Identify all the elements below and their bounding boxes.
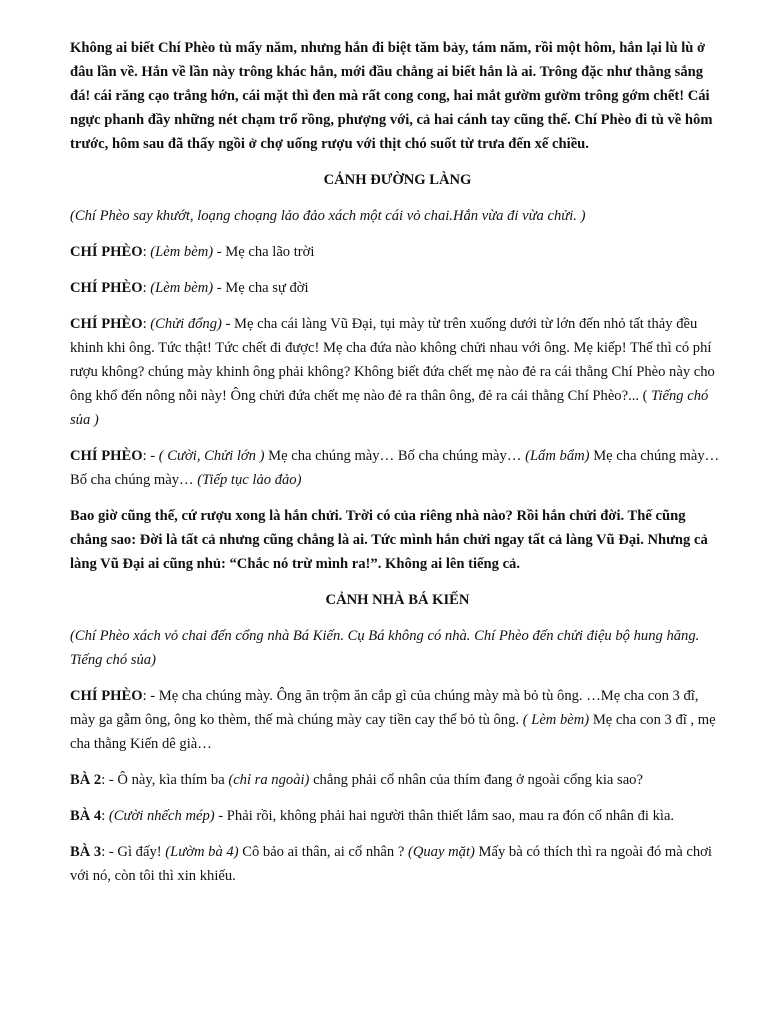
separator: : bbox=[142, 280, 151, 296]
dialogue-text: - Mẹ cha lão trời bbox=[213, 244, 315, 260]
stage-direction: ( Lèm bèm) bbox=[522, 712, 590, 728]
dialogue-text: Cô bảo ai thân, ai cố nhân ? bbox=[238, 844, 408, 860]
dialogue-text: Mấy bà có thích thì ra ngoài đó mà chơi với nó, còn tôi thì xin khiếu. bbox=[70, 844, 712, 884]
separator: : bbox=[142, 244, 151, 260]
dialogue-text: Mẹ cha chúng mày… Bố cha chúng mày… bbox=[264, 448, 526, 464]
speaker-name: CHÍ PHÈO bbox=[70, 280, 143, 296]
speaker-name: CHÍ PHÈO bbox=[70, 448, 143, 464]
speaker-name: BÀ 3 bbox=[70, 844, 102, 860]
speaker-name: CHÍ PHÈO bbox=[70, 688, 143, 704]
stage-direction: (Quay mặt) bbox=[407, 844, 475, 860]
stage-direction: (Tiếp tục lảo đảo) bbox=[197, 472, 302, 488]
dialogue-text: - Phải rồi, không phải hai người thân thiết lắm sao, mau ra đón cố nhân đi kìa. bbox=[214, 808, 675, 824]
dialogue-line-6 bbox=[70, 768, 725, 792]
stage-direction: Tiếng chó sủa ) bbox=[70, 388, 709, 428]
separator: : - Ô này, kìa thím ba bbox=[101, 772, 229, 788]
separator: : bbox=[142, 688, 151, 704]
stage-direction: (Lèm bèm) bbox=[150, 280, 214, 296]
separator: : bbox=[101, 808, 109, 824]
separator: : bbox=[142, 316, 151, 332]
dialogue-text: - Mẹ cha chúng mày. Ông ăn trộm ăn cắp gì của chúng mày mà bỏ tù ông. …Mẹ cha con 3 đĩ, mày ga gẫm ông, ông ko thèm, thế mà chúng mày cay tiền cay thể bỏ tù ông. bbox=[70, 688, 699, 728]
dialogue-line-1 bbox=[70, 240, 725, 264]
document-page bbox=[70, 36, 725, 900]
stage-direction: ( Cười, Chửi lớn ) bbox=[158, 448, 265, 464]
speaker-name: CHÍ PHÈO bbox=[70, 316, 143, 332]
dialogue-line-7 bbox=[70, 804, 725, 828]
speaker-name: BÀ 4 bbox=[70, 808, 102, 824]
separator: : - Gì đấy! bbox=[101, 844, 166, 860]
narration-paragraph: Bao giờ cũng thế, cứ rượu xong là hắn chửi. Trời có của riêng nhà nào? Rồi hắn chửi đời. Thế cũng chẳng sao: Đời là tất cả nhưng cũng chẳng là ai. Tức mình hắn chửi ngay tất cả làng Vũ Đại. Nhưng cả làng Vũ Đại ai cũng nhủ: “Chắc nó trừ mình ra!”. Không ai lên tiếng cả. bbox=[70, 508, 708, 572]
intro-paragraph: Không ai biết Chí Phèo tù mấy năm, nhưng hắn đi biệt tăm bảy, tám năm, rồi một hôm, hắn lại lù lù ở đâu lần về. Hắn về lần này trông khác hẳn, mới đầu chẳng ai biết hắn là ai. Trông đặc như thằng sắng đá! cái răng cạo trắng hớn, cái mặt thì đen mà rất cong cong, hai mắt gườm gườm trông gớm chết! Cái ngực phanh đầy những nét chạm trổ rồng, phượng với, cả hai cánh tay cũng thế. Chí Phèo đi tù về hôm trước, hôm sau đã thấy ngồi ở chợ uống rượu với thịt chó suốt từ trưa đến xế chiều. bbox=[70, 40, 713, 152]
stage-direction: (Cười nhếch mép) bbox=[108, 808, 215, 824]
stage-direction-scene1: (Chí Phèo say khướt, loạng choạng lảo đảo xách một cái vỏ chai.Hắn vừa đi vừa chửi. ) bbox=[70, 208, 586, 224]
stage-direction: (chỉ ra ngoài) bbox=[228, 772, 310, 788]
dialogue-text: Mẹ cha con 3 đĩ , mẹ cha thằng Kiến dê già… bbox=[70, 712, 716, 752]
stage-direction: (Lèm bèm) bbox=[150, 244, 214, 260]
speaker-name: CHÍ PHÈO bbox=[70, 244, 143, 260]
dialogue-text: - Mẹ cha cái làng Vũ Đại, tụi mày từ trên xuống dưới từ lớn đến nhỏ tất thảy đều khinh khi ông. Tức thật! Tức chết đi được! Mẹ cha đứa nào không chửi nhau với ông. Mẹ kiếp! Thế thì có phí rượu không? chúng mày khinh ông phải không? Không biết đứa chết mẹ nào đẻ ra cái thằng Chí Phèo này cho ông khổ đến nông nỗi này! Ông chửi đứa chết mẹ nào đẻ ra thân ông, đẻ ra cái thằng Chí Phèo?... ( bbox=[70, 316, 715, 404]
dialogue-line-3 bbox=[70, 312, 725, 432]
stage-direction: (Chửi đổng) bbox=[150, 316, 222, 332]
dialogue-line-2 bbox=[70, 276, 725, 300]
dialogue-line-8 bbox=[70, 840, 725, 888]
scene-heading-ba-kien-house: CẢNH NHÀ BÁ KIẾN bbox=[325, 592, 470, 608]
stage-direction: (Lẩm bẩm) bbox=[525, 448, 590, 464]
scene-heading-village-road: CẢNH ĐƯỜNG LÀNG bbox=[323, 172, 472, 188]
dialogue-line-4 bbox=[70, 444, 725, 492]
stage-direction: (Lườm bà 4) bbox=[165, 844, 239, 860]
speaker-name: BÀ 2 bbox=[70, 772, 102, 788]
dialogue-text: - Mẹ cha sự đời bbox=[213, 280, 309, 296]
dialogue-text: Mẹ cha chúng mày… Bố cha chúng mày… bbox=[70, 448, 720, 488]
dialogue-line-5 bbox=[70, 684, 725, 756]
separator: : - bbox=[142, 448, 159, 464]
stage-direction-scene2: (Chí Phèo xách vỏ chai đến cổng nhà Bá Kiến. Cụ Bá không có nhà. Chí Phèo đến chửi điệu bộ hung hăng. Tiếng chó sủa) bbox=[70, 628, 700, 668]
dialogue-text: chẳng phải cố nhân của thím đang ở ngoài cổng kia sao? bbox=[309, 772, 643, 788]
